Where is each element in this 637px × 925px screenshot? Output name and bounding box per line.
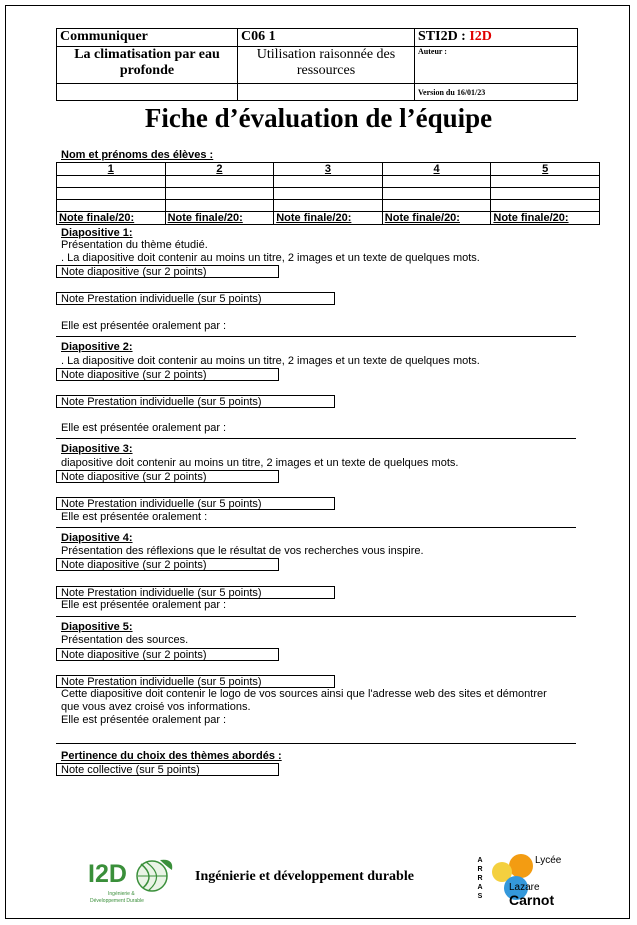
header-table: [56, 28, 578, 101]
name-cell[interactable]: [382, 176, 491, 188]
name-cell[interactable]: [274, 176, 383, 188]
student-number: 2: [165, 163, 274, 176]
i2d-logo-sub1: Ingénierie &: [108, 891, 135, 897]
arras-vertical-text: ARRAS: [477, 857, 483, 900]
header-project: La climatisation par eau profonde: [57, 47, 238, 84]
pertinence-note[interactable]: Note collective (sur 5 points): [56, 763, 279, 776]
name-cell[interactable]: [165, 200, 274, 212]
name-cell[interactable]: [57, 188, 166, 200]
slide1-note-slide[interactable]: Note diapositive (sur 2 points): [56, 265, 279, 278]
slide2-note-perf[interactable]: Note Prestation individuelle (sur 5 points): [56, 395, 335, 408]
final-grade-cell[interactable]: Note finale/20:: [491, 212, 600, 225]
page-title: Fiche d’évaluation de l’équipe: [144, 103, 493, 133]
slide1-note-perf[interactable]: Note Prestation individuelle (sur 5 points): [56, 292, 335, 305]
name-cell[interactable]: [165, 176, 274, 188]
divider: [56, 438, 576, 439]
header-domain: Communiquer: [57, 29, 238, 47]
slide4-note-perf[interactable]: Note Prestation individuelle (sur 5 points): [56, 586, 335, 599]
slide4-heading: Diapositive 4:: [61, 532, 133, 544]
name-cell[interactable]: [382, 188, 491, 200]
slide1-heading: Diapositive 1:: [61, 227, 133, 239]
slide4-presented: Elle est présentée oralement par :: [61, 599, 227, 611]
final-grade-cell[interactable]: Note finale/20:: [382, 212, 491, 225]
lazare-text: Lazare: [509, 882, 540, 893]
lycee-logo: [476, 852, 571, 910]
i2d-logo-text: I2D: [88, 860, 127, 888]
students-label: Nom et prénoms des élèves :: [61, 149, 214, 161]
slide5-line: Présentation des sources.: [61, 634, 189, 646]
name-cell[interactable]: [382, 200, 491, 212]
final-grade-cell[interactable]: Note finale/20:: [274, 212, 383, 225]
i2d-logo-sub2: Développement Durable: [90, 898, 144, 904]
name-cell[interactable]: [274, 188, 383, 200]
divider: [56, 616, 576, 617]
slide5-presented: Elle est présentée oralement par :: [61, 714, 227, 726]
slide2-note-slide[interactable]: Note diapositive (sur 2 points): [56, 368, 279, 381]
i2d-logo: [86, 856, 176, 908]
name-cell[interactable]: [274, 200, 383, 212]
name-cell[interactable]: [57, 200, 166, 212]
slide3-note-perf[interactable]: Note Prestation individuelle (sur 5 points): [56, 497, 335, 510]
name-cell[interactable]: [165, 188, 274, 200]
name-cell[interactable]: [491, 176, 600, 188]
lycee-text: Lycée: [535, 855, 562, 866]
slide3-line: diapositive doit contenir au moins un titre, 2 images et un texte de quelques mots.: [61, 457, 459, 469]
slide4-note-slide[interactable]: Note diapositive (sur 2 points): [56, 558, 279, 571]
name-cell[interactable]: [491, 188, 600, 200]
carnot-text: Carnot: [509, 892, 555, 908]
student-number: 3: [274, 163, 383, 176]
name-cell[interactable]: [491, 200, 600, 212]
slide5-note-slide[interactable]: Note diapositive (sur 2 points): [56, 648, 279, 661]
footer-title: Ingénierie et développement durable: [195, 869, 414, 884]
slide5-extra: que vous avez croisé vos informations.: [61, 701, 251, 713]
pertinence-heading: Pertinence du choix des thèmes abordés :: [61, 750, 282, 762]
final-grade-cell[interactable]: Note finale/20:: [57, 212, 166, 225]
slide2-line: . La diapositive doit contenir au moins un titre, 2 images et un texte de quelques mots.: [61, 355, 480, 367]
students-table: [56, 162, 600, 225]
slide3-heading: Diapositive 3:: [61, 443, 133, 455]
slide2-presented: Elle est présentée oralement par :: [61, 422, 227, 434]
slide1-line: . La diapositive doit contenir au moins un titre, 2 images et un texte de quelques mots.: [61, 252, 480, 264]
divider: [56, 743, 576, 744]
slide5-extra: Cette diapositive doit contenir le logo de vos sources ainsi que l'adresse web des sites et démontrer: [61, 688, 547, 700]
name-cell[interactable]: [57, 176, 166, 188]
student-number: 5: [491, 163, 600, 176]
final-grade-cell[interactable]: Note finale/20:: [165, 212, 274, 225]
divider: [56, 336, 576, 337]
student-number: 1: [57, 163, 166, 176]
slide3-presented: Elle est présentée oralement :: [61, 511, 208, 523]
slide3-note-slide[interactable]: Note diapositive (sur 2 points): [56, 470, 279, 483]
header-version: Version du 16/01/23: [415, 84, 578, 101]
divider: [56, 527, 576, 528]
header-blank-1: [57, 84, 238, 101]
slide1-line: Présentation du thème étudié.: [61, 239, 208, 251]
slide4-line: Présentation des réflexions que le résultat de vos recherches vous inspire.: [61, 545, 424, 557]
slide5-note-perf[interactable]: Note Prestation individuelle (sur 5 points): [56, 675, 335, 688]
student-number: 4: [382, 163, 491, 176]
header-section: STI2D : I2D: [415, 29, 578, 47]
slide1-presented: Elle est présentée oralement par :: [61, 320, 227, 332]
header-author: Auteur :: [415, 47, 578, 84]
header-code: C06 1: [238, 29, 415, 47]
header-blank-2: [238, 84, 415, 101]
slide5-heading: Diapositive 5:: [61, 621, 133, 633]
header-topic: Utilisation raisonnée des ressources: [238, 47, 415, 84]
slide2-heading: Diapositive 2:: [61, 341, 133, 353]
